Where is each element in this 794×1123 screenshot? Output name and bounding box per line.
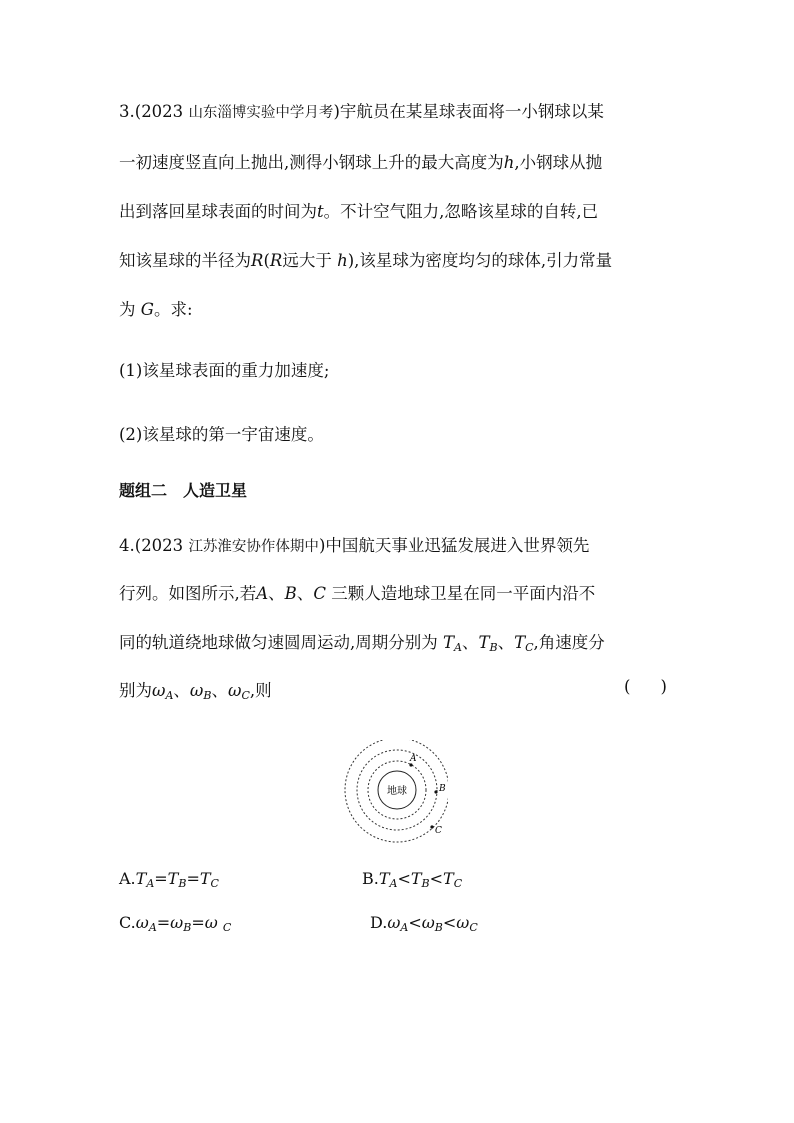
earth-label: 地球: [387, 786, 407, 797]
satellite-a-label: A: [410, 754, 417, 764]
option-a[interactable]: $A.T_A=T_B=T_C$: [119, 869, 219, 890]
option-c[interactable]: $C.\omega_A=\omega_B=\omega$ $_C$: [119, 913, 232, 934]
q4-line-3: 同的轨道绕地球做匀速圆周运动,周期分别为 $T_A$、$T_B$、$T_C$,角速度分: [119, 633, 605, 654]
q4-line-1: 4.(2023 江苏淮安协作体期中)中国航天事业迅猛发展进入世界领先: [119, 536, 590, 555]
satellite-b-label: B: [439, 784, 446, 794]
satellite-c: [430, 825, 433, 828]
answer-blank: ( ): [624, 677, 667, 696]
option-b[interactable]: $B.T_A<T_B<T_C$: [362, 869, 463, 890]
q3-line-3: 出到落回星球表面的时间为t。不计空气阻力,忽略该星球的自转,已: [119, 202, 599, 221]
q3-line-1: 3.(2023 山东淄博实验中学月考)宇航员在某星球表面将一小钢球以某: [119, 102, 604, 121]
q4-line-4: 别为$\omega_A$、$\omega_B$、$\omega_C$,则: [119, 681, 272, 702]
orbit-diagram: [344, 740, 448, 844]
q3-line-5: 为 G。求:: [119, 300, 193, 319]
q4-line-2: 行列。如图所示,若A、B、C 三颗人造地球卫星在同一平面内沿不: [119, 584, 596, 603]
group-title: 题组二 人造卫星: [119, 481, 248, 500]
q4-source: 江苏淮安协作体期中: [188, 539, 319, 555]
q3-source: 山东淄博实验中学月考: [188, 105, 334, 121]
satellite-b: [434, 790, 437, 793]
option-d[interactable]: $D.\omega_A<\omega_B<\omega_C$: [370, 913, 478, 934]
q3-subquestion-1: (1)该星球表面的重力加速度;: [119, 361, 330, 380]
q3-line-2: 一初速度竖直向上抛出,测得小钢球上升的最大高度为h,小钢球从抛: [119, 153, 603, 172]
satellite-c-label: C: [435, 826, 442, 836]
q3-number: 3.: [119, 102, 135, 121]
q3-subquestion-2: (2)该星球的第一宇宙速度。: [119, 425, 324, 444]
q3-line-4: 知该星球的半径为R(R远大于 h),该星球为密度均匀的球体,引力常量: [119, 251, 613, 270]
q4-number: 4.: [119, 536, 135, 555]
